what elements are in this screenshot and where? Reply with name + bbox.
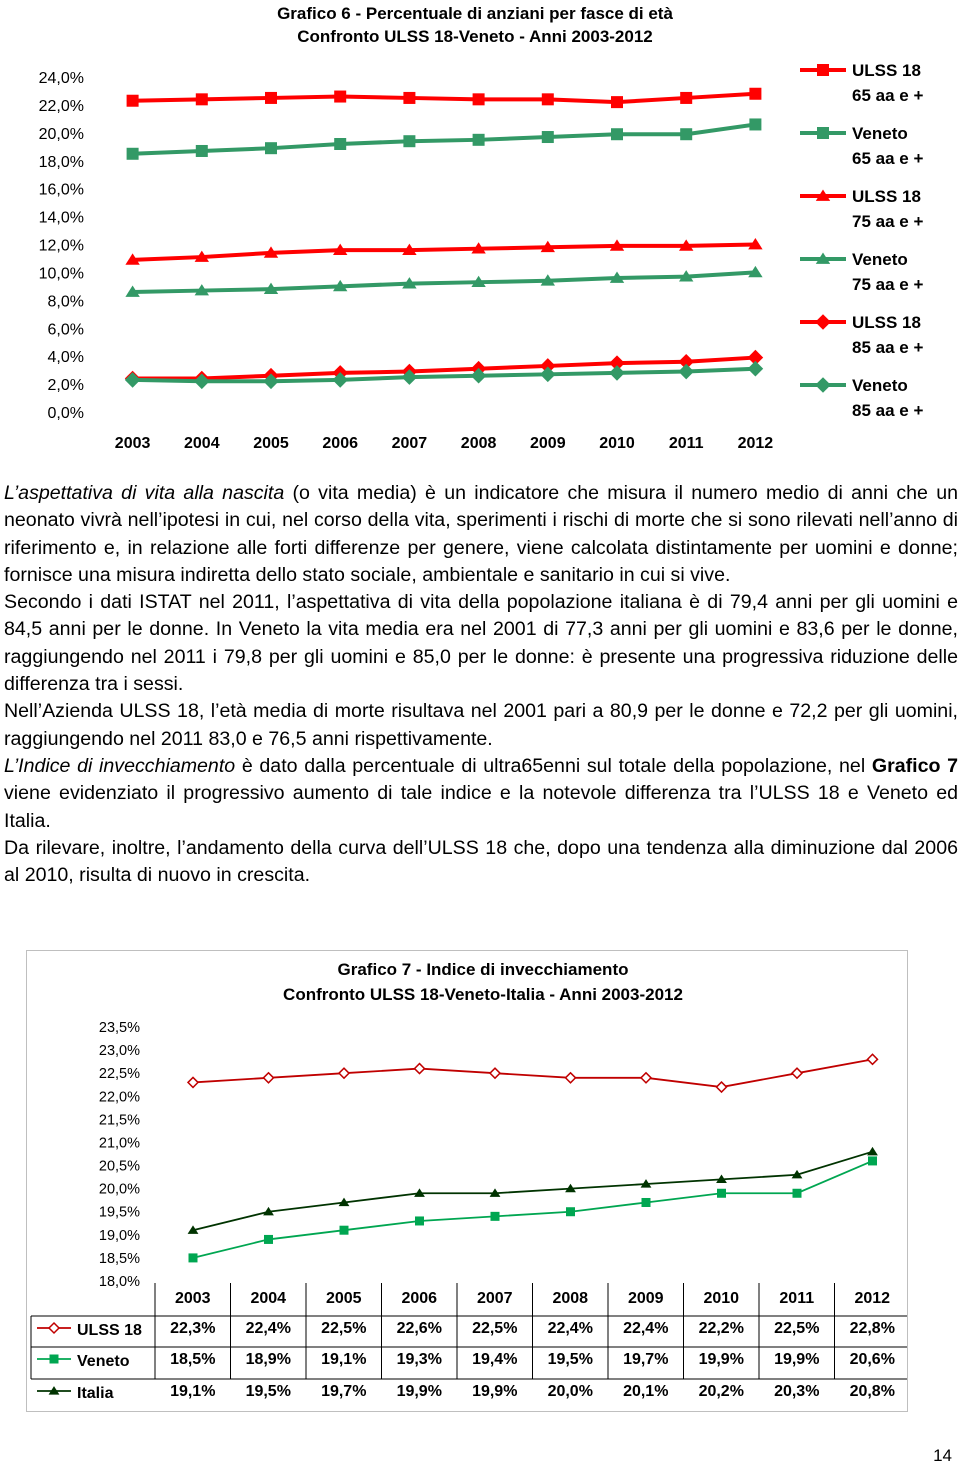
y-tick-label: 20,0% xyxy=(98,1181,140,1198)
table-cell-value: 22,6% xyxy=(396,1320,442,1337)
page-number: 14 xyxy=(933,1446,952,1465)
legend-label: 85 aa e + xyxy=(852,338,924,357)
x-tick-label: 2009 xyxy=(530,435,566,452)
data-point xyxy=(867,1147,878,1156)
data-point xyxy=(540,367,556,383)
data-point xyxy=(194,373,210,389)
series-6 xyxy=(125,361,763,389)
series-ulss-18 xyxy=(188,1054,878,1092)
series-1 xyxy=(127,88,762,108)
data-point xyxy=(678,364,694,380)
legend-label: 85 aa e + xyxy=(852,401,924,420)
table-cell-value: 22,4% xyxy=(245,1320,291,1337)
y-tick-label: 24,0% xyxy=(38,70,84,87)
table-cell-value: 22,5% xyxy=(472,1320,518,1337)
data-point xyxy=(189,1253,198,1262)
table-cell-value: 19,4% xyxy=(472,1351,518,1368)
legend-entry-4 xyxy=(800,250,923,294)
data-point xyxy=(490,1068,500,1078)
data-point xyxy=(792,1068,802,1078)
legend-entry-6 xyxy=(800,376,923,420)
y-tick-label: 0,0% xyxy=(47,405,84,422)
table-cell-value: 20,6% xyxy=(849,1351,895,1368)
series-line xyxy=(133,245,756,260)
paragraph-ulss18: Nell’Azienda ULSS 18, l’età media di morte risultava nel 2001 pari a 80,9 per le donne e 72,2 per gli uomini, raggiungendo nel 2011 83,0 e 76,5 anni rispettivamente. xyxy=(4,700,958,750)
table-header-year: 2007 xyxy=(476,1290,513,1307)
x-tick-label: 2008 xyxy=(460,435,497,452)
y-tick-label: 18,5% xyxy=(98,1250,140,1267)
data-point xyxy=(264,1235,273,1244)
data-point xyxy=(642,1198,651,1207)
y-tick-label: 21,5% xyxy=(98,1112,140,1129)
series-line xyxy=(193,1152,873,1231)
y-tick-label: 22,0% xyxy=(98,1089,140,1106)
data-point xyxy=(749,118,761,130)
table-series-name: Italia xyxy=(77,1385,114,1402)
table-series-name: ULSS 18 xyxy=(77,1322,142,1339)
data-point xyxy=(609,365,625,381)
series-italia xyxy=(188,1147,878,1234)
data-point xyxy=(334,91,346,103)
y-tick-label: 14,0% xyxy=(38,209,84,227)
data-point xyxy=(717,1189,726,1198)
data-point xyxy=(793,1189,802,1198)
chart-6-subtitle: Confronto ULSS 18-Veneto - Anni 2003-2012 xyxy=(297,27,653,46)
y-tick-label: 12,0% xyxy=(38,237,84,255)
data-point xyxy=(868,1156,877,1165)
legend-label: Veneto xyxy=(852,124,908,143)
x-tick-label: 2003 xyxy=(114,435,151,452)
legend-label: 75 aa e + xyxy=(852,275,924,294)
table-cell-value: 22,4% xyxy=(547,1320,593,1337)
y-tick-label: 19,5% xyxy=(98,1204,140,1221)
table-cell-value: 22,5% xyxy=(321,1320,367,1337)
data-point xyxy=(403,135,415,147)
table-cell-value: 19,3% xyxy=(396,1351,442,1368)
table-cell-value: 19,1% xyxy=(321,1351,367,1368)
table-header-year: 2011 xyxy=(779,1290,815,1307)
y-tick-label: 2,0% xyxy=(47,377,84,395)
data-point xyxy=(340,1226,349,1235)
x-tick-label: 2007 xyxy=(391,435,428,452)
table-cell-value: 20,1% xyxy=(623,1383,669,1400)
legend-marker xyxy=(817,64,829,76)
table-cell-value: 18,5% xyxy=(170,1351,216,1368)
table-cell-value: 22,2% xyxy=(698,1320,744,1337)
data-point xyxy=(491,1212,500,1221)
series-line xyxy=(133,124,756,153)
chart-6-title: Grafico 6 - Percentuale di anziani per fasce di età xyxy=(277,4,673,23)
y-tick-label: 18,0% xyxy=(98,1274,140,1290)
y-tick-label: 23,0% xyxy=(98,1043,140,1060)
table-cell-value: 19,5% xyxy=(547,1351,593,1368)
legend-marker xyxy=(817,127,829,139)
series-line xyxy=(193,1059,873,1087)
table-cell-value: 22,5% xyxy=(774,1320,820,1337)
table-row-ulss-18 xyxy=(37,1320,895,1339)
table-cell-value: 19,9% xyxy=(396,1383,442,1400)
table-cell-value: 20,0% xyxy=(547,1383,593,1400)
data-point xyxy=(680,128,692,140)
y-tick-label: 10,0% xyxy=(38,265,84,283)
legend-label: 75 aa e + xyxy=(852,212,924,231)
data-point xyxy=(125,372,141,388)
table-cell-value: 20,2% xyxy=(698,1383,744,1400)
table-cell-value: 19,1% xyxy=(170,1383,216,1400)
legend-entry-5 xyxy=(800,313,923,357)
data-point xyxy=(749,88,761,100)
x-tick-label: 2004 xyxy=(184,435,220,452)
series-3 xyxy=(125,238,762,265)
table-cell-value: 22,3% xyxy=(170,1320,216,1337)
legend-entry-2 xyxy=(800,124,923,168)
legend-marker xyxy=(815,314,831,330)
legend-entry-1 xyxy=(800,61,923,105)
table-cell-value: 19,5% xyxy=(245,1383,291,1400)
legend-label: ULSS 18 xyxy=(852,187,921,206)
y-tick-label: 8,0% xyxy=(47,293,84,311)
data-point xyxy=(717,1082,727,1092)
data-point xyxy=(415,1064,425,1074)
data-point xyxy=(196,145,208,157)
data-point xyxy=(265,142,277,154)
paragraph-aspettativa xyxy=(4,480,958,589)
table-series-name: Veneto xyxy=(77,1353,130,1370)
table-row-veneto xyxy=(37,1351,895,1370)
data-point xyxy=(868,1054,878,1064)
legend-label: Veneto xyxy=(852,376,908,395)
term-aspettativa: L’aspettativa di vita alla nascita xyxy=(4,482,285,504)
y-tick-label: 6,0% xyxy=(47,321,84,339)
data-point xyxy=(566,1073,576,1083)
chart-grafico-7 xyxy=(26,950,908,1412)
y-tick-label: 23,5% xyxy=(98,1020,140,1036)
x-tick-label: 2006 xyxy=(322,435,358,452)
y-tick-label: 22,0% xyxy=(38,97,84,115)
table-cell-value: 20,8% xyxy=(849,1383,895,1400)
data-point xyxy=(680,92,692,104)
table-header-year: 2003 xyxy=(174,1290,211,1307)
y-tick-label: 4,0% xyxy=(47,349,84,367)
table-header-year: 2005 xyxy=(325,1290,362,1307)
y-tick-label: 20,5% xyxy=(98,1158,140,1175)
x-tick-label: 2005 xyxy=(253,435,289,452)
data-point xyxy=(127,148,139,160)
chart-7-title: Grafico 7 - Indice di invecchiamento xyxy=(337,960,629,979)
series-2 xyxy=(127,118,762,159)
paragraph-rilevare: Da rilevare, inoltre, l’andamento della curva dell’ULSS 18 che, dopo una tendenza alla diminuzione dal 2006 al 2010, risulta di nuovo in crescita. xyxy=(4,836,958,887)
x-tick-label: 2010 xyxy=(599,435,635,452)
table-cell-value: 22,8% xyxy=(849,1320,895,1337)
y-tick-label: 16,0% xyxy=(38,181,84,199)
table-header-year: 2004 xyxy=(250,1290,287,1307)
y-tick-label: 22,5% xyxy=(98,1066,140,1083)
data-point xyxy=(473,134,485,146)
table-cell-value: 19,9% xyxy=(698,1351,744,1368)
data-point xyxy=(611,128,623,140)
table-header-year: 2010 xyxy=(703,1290,740,1307)
y-tick-label: 19,0% xyxy=(98,1227,140,1244)
table-header-year: 2012 xyxy=(854,1290,891,1307)
y-tick-label: 18,0% xyxy=(38,153,84,171)
legend-label: 65 aa e + xyxy=(852,149,924,168)
legend-marker xyxy=(49,1323,59,1333)
chart-grafico-6 xyxy=(0,0,960,470)
data-point xyxy=(188,1077,198,1087)
paragraph-indice-text-b: viene evidenziato il progressivo aumento di tale indice e la notevole differenza tra l’ULSS 18 e Veneto ed Italia. xyxy=(4,782,958,832)
data-point xyxy=(542,93,554,105)
term-indice: L’Indice di invecchiamento xyxy=(4,754,236,777)
legend-marker xyxy=(50,1355,59,1364)
data-point xyxy=(748,361,764,377)
table-cell-value: 19,9% xyxy=(774,1351,820,1368)
data-point xyxy=(611,96,623,108)
data-point xyxy=(415,1216,424,1225)
legend-label: Veneto xyxy=(852,250,908,269)
data-point xyxy=(196,93,208,105)
table-header-year: 2008 xyxy=(552,1290,589,1307)
legend-marker xyxy=(815,377,831,393)
table-row-italia xyxy=(37,1383,895,1402)
series-line xyxy=(133,94,756,102)
data-point xyxy=(473,93,485,105)
data-point xyxy=(265,92,277,104)
legend-label: ULSS 18 xyxy=(852,313,921,332)
legend-entry-3 xyxy=(800,187,923,231)
table-header-year: 2006 xyxy=(401,1290,438,1307)
legend-label: ULSS 18 xyxy=(852,61,921,80)
legend-label: 65 aa e + xyxy=(852,86,924,105)
data-point xyxy=(127,95,139,107)
paragraph-indice-text-a: è dato dalla percentuale di ultra65enni sul totale della popolazione, nel xyxy=(235,754,872,777)
table-cell-value: 20,3% xyxy=(774,1383,820,1400)
chart-6-svg xyxy=(0,0,960,470)
data-point xyxy=(641,1073,651,1083)
data-point xyxy=(339,1068,349,1078)
grafico-7-reference: Grafico 7 xyxy=(871,754,959,777)
table-cell-value: 19,9% xyxy=(472,1383,518,1400)
series-line xyxy=(133,272,756,292)
table-cell-value: 22,4% xyxy=(623,1320,669,1337)
chart-7-svg xyxy=(27,951,907,1411)
data-point xyxy=(403,92,415,104)
paragraph-aspettativa-text: (o vita media) è un indicatore che misura il numero medio di anni che un neonato vivrà nell’ipotesi in cui, nel corso della vita, sperimenti i rischi di morte che si sono rilevati nell’anno di riferimento e, in relazione alle forti differenze per genere, viene calcolata distintamente per uomini e donne; fornisce una misura indiretta dello stato sociale, ambientale e sanitario in cui si vive. xyxy=(4,482,958,586)
x-tick-label: 2011 xyxy=(668,435,704,452)
chart-7-subtitle: Confronto ULSS 18-Veneto-Italia - Anni 2003-2012 xyxy=(283,985,683,1004)
paragraph-istat: Secondo i dati ISTAT nel 2011, l’aspettativa di vita della popolazione italiana è di 79,4 anni per gli uomini e 84,5 anni per le donne. In Veneto la vita media era nel 2001 di 77,3 anni per gli uomini e 83,6 per le donne, raggiungendo nel 2011 i 79,8 per gli uomini e 85,0 per le donne: è presente una progressiva riduzione delle differenza tra i sessi. xyxy=(4,591,958,696)
data-point xyxy=(542,131,554,143)
table-cell-value: 19,7% xyxy=(623,1351,669,1368)
table-cell-value: 18,9% xyxy=(245,1351,291,1368)
table-header-year: 2009 xyxy=(627,1290,664,1307)
data-point xyxy=(264,1073,274,1083)
table-cell-value: 19,7% xyxy=(321,1383,367,1400)
x-tick-label: 2012 xyxy=(737,435,774,452)
body-text xyxy=(4,480,958,889)
paragraph-indice xyxy=(4,753,958,835)
data-point xyxy=(334,138,346,150)
series-line xyxy=(193,1161,873,1258)
series-4 xyxy=(125,266,762,297)
y-tick-label: 20,0% xyxy=(38,125,84,143)
data-point xyxy=(566,1207,575,1216)
y-tick-label: 21,0% xyxy=(98,1135,140,1152)
